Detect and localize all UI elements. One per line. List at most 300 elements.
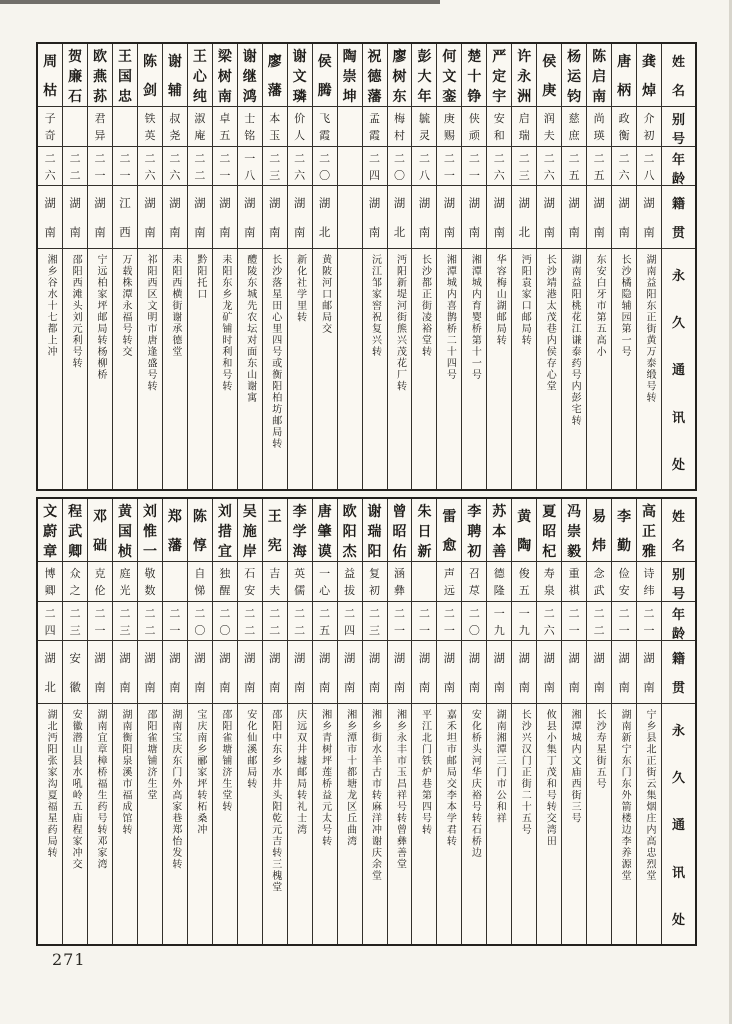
address-cell: 湖南益阳东正街黄万泰缎号转 [644, 254, 656, 404]
origin-cell: 湖 北 [512, 186, 536, 249]
person-column [511, 44, 536, 489]
name-cell: 欧 阳 杰 [338, 499, 362, 562]
address-cell: 长沙落星田心里四号或衡阳柏坊邮局转 [269, 254, 281, 450]
alias-cell: 政 衡 [612, 107, 636, 147]
name-cell: 冯 崇 毅 [562, 499, 586, 562]
person-column [62, 44, 87, 489]
age-cell: 二 五 [587, 147, 611, 186]
alias-cell: 益 拔 [338, 562, 362, 602]
origin-cell: 安 徽 [63, 641, 87, 704]
age-cell: 二 一 [88, 602, 112, 641]
name-cell: 王 国 忠 [113, 44, 137, 107]
alias-cell: 安 和 [487, 107, 511, 147]
name-cell: 何 文 銮 [437, 44, 461, 107]
header-name-cell: 姓 名 [662, 44, 695, 107]
header-alias-cell: 别 号 [662, 562, 695, 602]
name-cell: 楚 十 铮 [462, 44, 486, 107]
alias-cell: 复 初 [363, 562, 387, 602]
alias-cell: 尚 瑛 [587, 107, 611, 147]
name-cell: 杨 运 钧 [562, 44, 586, 107]
alias-cell: 英 儒 [288, 562, 312, 602]
name-cell: 李 勤 [612, 499, 636, 562]
person-column [486, 44, 511, 489]
person-column [387, 44, 412, 489]
name-cell: 黄 陶 [512, 499, 536, 562]
name-cell: 黄 国 桢 [113, 499, 137, 562]
origin-cell: 湖 南 [437, 641, 461, 704]
origin-cell: 湖 北 [313, 186, 337, 249]
origin-cell: 湖 南 [138, 186, 162, 249]
person-column [62, 499, 87, 944]
name-cell: 彭 大 年 [412, 44, 436, 107]
name-cell: 易 炜 [587, 499, 611, 562]
person-column [586, 44, 611, 489]
age-cell: 二 〇 [213, 602, 237, 641]
address-cell: 安徽潜山县水吼岭五庙程家冲交 [70, 709, 82, 870]
name-cell: 李 聘 初 [462, 499, 486, 562]
address-cell: 湖南宜章樟桥福生药号转邓家湾 [95, 709, 107, 870]
alias-cell: 敬 数 [138, 562, 162, 602]
person-column [162, 499, 187, 944]
name-cell: 陈 剑 [138, 44, 162, 107]
age-cell: 二 一 [113, 147, 137, 186]
alias-cell: 卓 五 [213, 107, 237, 147]
header-origin-cell: 籍 贯 [662, 641, 695, 704]
header-age-cell: 年 龄 [662, 602, 695, 641]
person-column [187, 499, 212, 944]
origin-cell: 湖 南 [263, 186, 287, 249]
alias-cell: 德 隆 [487, 562, 511, 602]
age-cell: 一 九 [512, 602, 536, 641]
origin-cell: 湖 南 [63, 186, 87, 249]
person-column [187, 44, 212, 489]
address-cell: 安化仙溪邮局转 [244, 709, 256, 790]
person-column [38, 44, 62, 489]
origin-cell: 湖 南 [512, 641, 536, 704]
name-cell: 谢 继 鸿 [238, 44, 262, 107]
age-cell: 二 〇 [313, 147, 337, 186]
address-cell: 醴陵东城先农坛对面东山谢寓 [244, 254, 256, 404]
name-cell: 郑 藩 [163, 499, 187, 562]
alias-cell: 价 人 [288, 107, 312, 147]
person-column [611, 44, 636, 489]
age-cell: 二 六 [612, 147, 636, 186]
address-cell: 湘乡街水羊古市转麻洋冲谢庆余堂 [369, 709, 381, 882]
address-cell: 湖北沔阳张家沟夏福星药局转 [45, 709, 57, 859]
age-cell: 一 九 [487, 602, 511, 641]
name-cell: 许 永 洲 [512, 44, 536, 107]
alias-cell: 诗 纬 [637, 562, 661, 602]
alias-cell: 一 心 [313, 562, 337, 602]
origin-cell: 湖 南 [437, 186, 461, 249]
age-cell: 二 六 [288, 147, 312, 186]
origin-cell: 湖 南 [88, 186, 112, 249]
age-cell: 二 一 [88, 147, 112, 186]
name-cell: 欧 燕 荪 [88, 44, 112, 107]
age-cell: 二 二 [63, 147, 87, 186]
person-column [237, 499, 262, 944]
age-cell: 二 六 [163, 147, 187, 186]
name-cell: 李 学 海 [288, 499, 312, 562]
name-cell: 王 心 纯 [188, 44, 212, 107]
age-cell: 二 一 [163, 602, 187, 641]
age-cell: 二 四 [38, 602, 62, 641]
directory-table-top [36, 42, 697, 491]
person-column [337, 44, 362, 489]
name-cell: 梁 树 南 [213, 44, 237, 107]
origin-cell: 湖 南 [213, 641, 237, 704]
person-column [636, 44, 661, 489]
alias-cell: 召 荩 [462, 562, 486, 602]
person-column [561, 44, 586, 489]
address-cell: 宁乡县北正街云集烟庄内高忠烈堂 [644, 709, 656, 882]
age-cell: 二 一 [612, 602, 636, 641]
address-cell: 湖南宝庆东门外高家巷郑怡发转 [169, 709, 181, 870]
person-column [511, 499, 536, 944]
name-cell: 谢 瑞 阳 [363, 499, 387, 562]
person-column [112, 499, 137, 944]
person-column [536, 44, 561, 489]
person-column [636, 499, 661, 944]
address-cell: 长沙橘隐辅园第一号 [619, 254, 631, 358]
header-column [661, 499, 695, 944]
origin-cell: 湖 南 [462, 186, 486, 249]
address-cell: 嘉禾坦市邮局交李本学君转 [444, 709, 456, 847]
person-column [461, 499, 486, 944]
name-cell: 周 枯 [38, 44, 62, 107]
name-cell: 贺 廉 石 [63, 44, 87, 107]
age-cell: 二 二 [238, 602, 262, 641]
age-cell [338, 147, 362, 186]
age-cell: 二 一 [437, 147, 461, 186]
origin-cell: 湖 南 [363, 186, 387, 249]
name-cell: 高 正 雅 [637, 499, 661, 562]
age-cell: 二 四 [363, 147, 387, 186]
name-cell: 侯 庚 [537, 44, 561, 107]
origin-cell: 湖 南 [188, 641, 212, 704]
alias-cell [338, 107, 362, 147]
name-cell: 严 定 宇 [487, 44, 511, 107]
address-cell: 湘乡谷水十七都上冲 [45, 254, 57, 358]
address-cell: 湘潭城内文庙西街三号 [569, 709, 581, 824]
address-cell: 平江北门铁炉巷第四号转 [419, 709, 431, 836]
age-cell: 二 四 [338, 602, 362, 641]
age-cell: 二 〇 [462, 602, 486, 641]
age-cell: 二 二 [288, 602, 312, 641]
person-column [137, 44, 162, 489]
origin-cell: 湖 南 [288, 641, 312, 704]
address-cell: 黄陂河口邮局交 [319, 254, 331, 335]
address-cell: 湖南益阳桃花江谦泰药号内彭宅转 [569, 254, 581, 427]
origin-cell: 湖 南 [138, 641, 162, 704]
person-column [212, 499, 237, 944]
alias-cell: 润 夫 [537, 107, 561, 147]
alias-cell: 孟 霞 [363, 107, 387, 147]
age-cell: 二 六 [487, 147, 511, 186]
origin-cell: 湖 北 [388, 186, 412, 249]
address-cell: 邵阳中东乡水井头阳乾元吉转三槐堂 [269, 709, 281, 893]
address-cell: 沔阳袁家口邮局转 [519, 254, 531, 346]
age-cell: 二 一 [388, 602, 412, 641]
header-origin-cell: 籍 贯 [662, 186, 695, 249]
age-cell: 二 五 [313, 602, 337, 641]
scan-artifact-top [0, 0, 440, 4]
address-cell: 邵阳雀塘铺济生堂转 [219, 709, 231, 813]
address-cell: 祁阳西区文明市唐逢盛号转 [144, 254, 156, 392]
person-column [486, 499, 511, 944]
alias-cell: 克 伦 [88, 562, 112, 602]
origin-cell: 湖 南 [487, 186, 511, 249]
name-cell: 龚 焯 [637, 44, 661, 107]
person-column [287, 44, 312, 489]
alias-cell [163, 562, 187, 602]
person-column [461, 44, 486, 489]
address-cell: 沔阳新堤河街熊兴茂花厂转 [394, 254, 406, 392]
address-cell: 黔阳托口 [194, 254, 206, 300]
header-column [661, 44, 695, 489]
header-address-cell: 永 久 通 讯 处 [671, 724, 685, 928]
person-column [561, 499, 586, 944]
age-cell: 二 一 [562, 602, 586, 641]
origin-cell: 湖 南 [462, 641, 486, 704]
alias-cell: 毓 灵 [412, 107, 436, 147]
alias-cell: 念 武 [587, 562, 611, 602]
person-column [162, 44, 187, 489]
address-cell: 宁远柏家坪邮局转杨柳桥 [95, 254, 107, 381]
address-cell: 庆远双井墟邮局转礼士湾 [294, 709, 306, 836]
origin-cell: 湖 南 [38, 186, 62, 249]
address-cell: 攸县小集丁茂和号转交湾田 [544, 709, 556, 847]
address-cell: 东安白牙市第五高小 [594, 254, 606, 358]
alias-cell: 涵 彝 [388, 562, 412, 602]
directory-table-bottom [36, 497, 697, 946]
origin-cell: 湖 南 [537, 641, 561, 704]
alias-cell: 自 悌 [188, 562, 212, 602]
name-cell: 陈 启 南 [587, 44, 611, 107]
address-cell: 长沙靖港太茂巷内侯存心堂 [544, 254, 556, 392]
name-cell: 谢 辅 [163, 44, 187, 107]
name-cell: 侯 腾 [313, 44, 337, 107]
origin-cell: 湖 南 [487, 641, 511, 704]
age-cell: 二 三 [363, 602, 387, 641]
name-cell: 陶 崇 坤 [338, 44, 362, 107]
address-cell: 湘潭城内喜鹊桥二十四号 [444, 254, 456, 381]
origin-cell: 江 西 [113, 186, 137, 249]
alias-cell: 独 醒 [213, 562, 237, 602]
age-cell: 二 三 [63, 602, 87, 641]
alias-cell: 寿 泉 [537, 562, 561, 602]
address-cell: 湘乡青树坪莲桥益元太号转 [319, 709, 331, 847]
name-cell: 王 宪 [263, 499, 287, 562]
person-column [112, 44, 137, 489]
person-column [237, 44, 262, 489]
name-cell: 谢 文 璘 [288, 44, 312, 107]
alias-cell: 庚 赐 [437, 107, 461, 147]
name-cell: 吴 施 岸 [238, 499, 262, 562]
age-cell: 二 〇 [188, 602, 212, 641]
alias-cell: 铁 英 [138, 107, 162, 147]
person-column [411, 44, 436, 489]
alias-cell: 慈 庶 [562, 107, 586, 147]
alias-cell: 士 铭 [238, 107, 262, 147]
header-name-cell: 姓 名 [662, 499, 695, 562]
alias-cell: 声 远 [437, 562, 461, 602]
origin-cell: 湖 南 [88, 641, 112, 704]
name-cell: 刘 措 宜 [213, 499, 237, 562]
address-cell [338, 249, 362, 489]
origin-cell: 湖 南 [637, 186, 661, 249]
address-cell: 万载株潭永福号转交 [120, 254, 131, 358]
person-column [586, 499, 611, 944]
alias-cell: 侠 顽 [462, 107, 486, 147]
alias-cell: 飞 霞 [313, 107, 337, 147]
header-alias-cell: 别 号 [662, 107, 695, 147]
origin-cell: 湖 南 [263, 641, 287, 704]
address-cell: 新化社学里转 [294, 254, 306, 323]
person-column [387, 499, 412, 944]
age-cell: 二 六 [537, 602, 561, 641]
age-cell: 二 一 [462, 147, 486, 186]
person-column [411, 499, 436, 944]
age-cell: 二 二 [587, 602, 611, 641]
alias-cell: 吉 夫 [263, 562, 287, 602]
person-column [312, 44, 337, 489]
name-cell: 雷 愈 [437, 499, 461, 562]
age-cell: 二 一 [437, 602, 461, 641]
age-cell: 二 八 [637, 147, 661, 186]
name-cell: 文 蔚 章 [38, 499, 62, 562]
name-cell: 陈 惇 [188, 499, 212, 562]
address-cell: 邵阳雀塘铺济生堂 [144, 709, 156, 801]
age-cell: 二 二 [188, 147, 212, 186]
person-column [611, 499, 636, 944]
person-column [262, 499, 287, 944]
name-cell: 廖 树 东 [388, 44, 412, 107]
origin-cell: 湖 南 [163, 641, 187, 704]
alias-cell: 梅 村 [388, 107, 412, 147]
origin-cell: 湖 南 [562, 641, 586, 704]
origin-cell: 湖 南 [612, 641, 636, 704]
age-cell: 二 八 [412, 147, 436, 186]
age-cell: 二 六 [38, 147, 62, 186]
person-column [137, 499, 162, 944]
name-cell: 苏 本 善 [487, 499, 511, 562]
header-age-cell: 年 龄 [662, 147, 695, 186]
origin-cell: 湖 南 [412, 641, 436, 704]
origin-cell: 湖 南 [338, 641, 362, 704]
origin-cell: 湖 南 [587, 186, 611, 249]
name-cell: 曾 昭 佑 [388, 499, 412, 562]
origin-cell: 湖 南 [313, 641, 337, 704]
age-cell: 二 三 [113, 602, 137, 641]
header-address-cell: 永 久 通 讯 处 [671, 269, 685, 473]
address-cell: 湖南湘潭三门市公和祥 [494, 709, 506, 824]
address-cell: 邵阳西滩头刘元利号转 [70, 254, 82, 369]
origin-cell: 湖 南 [238, 186, 262, 249]
alias-cell: 叔 尧 [163, 107, 187, 147]
person-column [262, 44, 287, 489]
age-cell: 二 一 [213, 147, 237, 186]
address-cell: 安化桥头河华庆裕号转石桥边 [469, 709, 481, 859]
alias-cell: 俭 安 [612, 562, 636, 602]
name-cell: 廖 藩 [263, 44, 287, 107]
origin-cell: 湖 南 [113, 641, 137, 704]
person-column [287, 499, 312, 944]
alias-cell: 启 瑞 [512, 107, 536, 147]
address-cell: 长沙寿星街五号 [594, 709, 606, 790]
address-cell: 湘潭城内育婴桥第十一号 [469, 254, 481, 381]
alias-cell: 本 玉 [263, 107, 287, 147]
alias-cell: 博 卿 [38, 562, 62, 602]
page-number: 271 [52, 950, 86, 969]
name-cell: 祝 德 藩 [363, 44, 387, 107]
address-cell: 沅江邹家窖祝复兴转 [369, 254, 381, 358]
origin-cell: 湖 南 [288, 186, 312, 249]
alias-cell [113, 107, 137, 147]
age-cell: 二 二 [138, 602, 162, 641]
origin-cell: 湖 南 [388, 641, 412, 704]
person-column [337, 499, 362, 944]
origin-cell: 湖 南 [188, 186, 212, 249]
age-cell: 二 五 [562, 147, 586, 186]
alias-cell [412, 562, 436, 602]
address-cell: 宝庆南乡郦家坪转柘桑冲 [194, 709, 206, 836]
address-cell: 耒阳西横街谢承德堂 [169, 254, 181, 358]
name-cell: 唐 柄 [612, 44, 636, 107]
person-column [38, 499, 62, 944]
origin-cell: 湖 南 [537, 186, 561, 249]
alias-cell [63, 107, 87, 147]
address-cell: 长沙都正街凌裕堂转 [419, 254, 431, 358]
address-cell: 湖南衡阳泉溪市福成馆转 [120, 709, 131, 836]
person-column [212, 44, 237, 489]
origin-cell: 湖 南 [637, 641, 661, 704]
address-cell: 湖南新宁东门东外箭楼边李养源堂 [619, 709, 631, 882]
origin-cell: 湖 南 [587, 641, 611, 704]
age-cell: 二 六 [537, 147, 561, 186]
age-cell: 二 三 [263, 147, 287, 186]
address-cell: 耒阳东乡龙矿铺时利和号转 [219, 254, 231, 392]
origin-cell: 湖 南 [163, 186, 187, 249]
name-cell: 程 武 卿 [63, 499, 87, 562]
person-column [436, 44, 461, 489]
alias-cell: 庭 光 [113, 562, 137, 602]
name-cell: 邓 础 [88, 499, 112, 562]
origin-cell: 湖 南 [612, 186, 636, 249]
alias-cell: 石 安 [238, 562, 262, 602]
age-cell: 二 一 [637, 602, 661, 641]
age-cell: 二 一 [412, 602, 436, 641]
origin-cell: 湖 北 [38, 641, 62, 704]
age-cell: 一 八 [238, 147, 262, 186]
origin-cell: 湖 南 [213, 186, 237, 249]
alias-cell: 君 异 [88, 107, 112, 147]
person-column [436, 499, 461, 944]
age-cell: 二 六 [138, 147, 162, 186]
origin-cell: 湖 南 [562, 186, 586, 249]
origin-cell: 湖 南 [363, 641, 387, 704]
age-cell: 二 三 [512, 147, 536, 186]
alias-cell: 众 之 [63, 562, 87, 602]
person-column [362, 44, 387, 489]
address-cell: 华容梅山湖邮局转 [494, 254, 506, 346]
origin-cell: 湖 南 [238, 641, 262, 704]
person-column [312, 499, 337, 944]
person-column [87, 44, 112, 489]
alias-cell: 介 初 [637, 107, 661, 147]
alias-cell: 子 奇 [38, 107, 62, 147]
person-column [536, 499, 561, 944]
